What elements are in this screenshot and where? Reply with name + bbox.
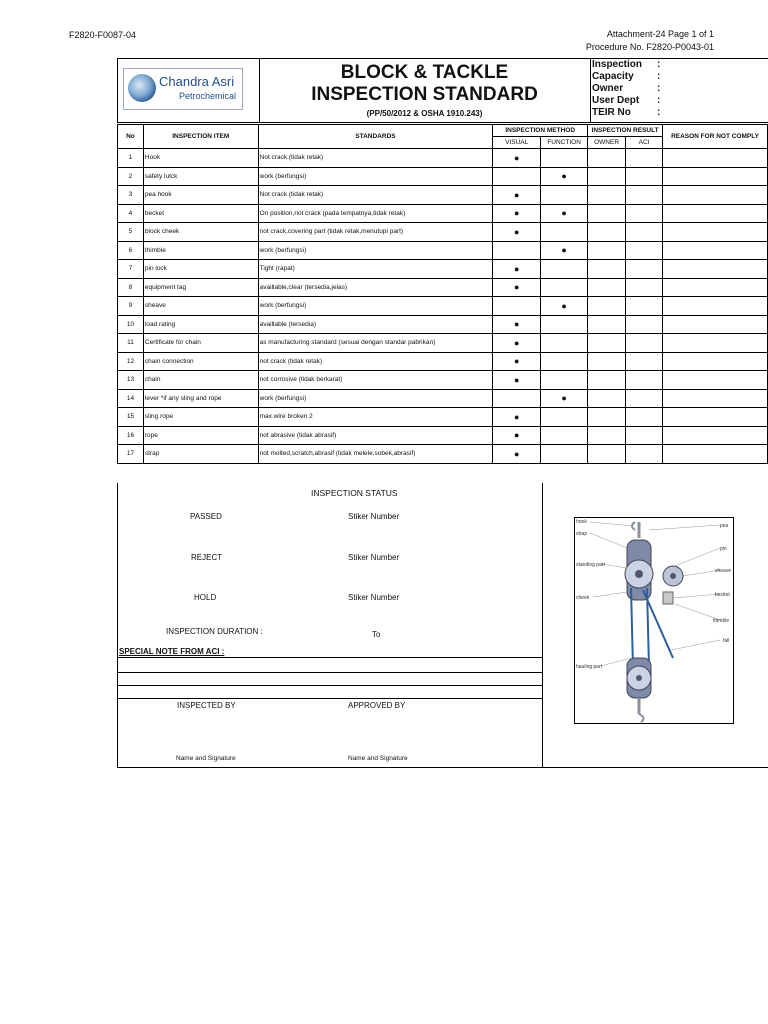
procedure-number: Procedure No. F2820-P0043-01 bbox=[585, 42, 714, 52]
owner-result-cell[interactable] bbox=[588, 408, 626, 427]
inspection-item: sheave bbox=[143, 297, 258, 316]
visual-method-cell bbox=[493, 371, 541, 390]
function-method-cell bbox=[541, 241, 588, 260]
inspection-status-title: INSPECTION STATUS bbox=[311, 488, 398, 498]
document-id: F2820-F0087-04 bbox=[69, 30, 137, 40]
owner-result-cell[interactable] bbox=[588, 186, 626, 205]
label-pea: pea bbox=[720, 523, 729, 529]
check-dot-icon: ● bbox=[513, 282, 520, 293]
check-dot-icon: ● bbox=[561, 300, 567, 311]
label-sheave: sheave bbox=[715, 568, 732, 574]
table-row bbox=[118, 371, 768, 390]
status-reject[interactable]: REJECT bbox=[191, 553, 223, 562]
inspection-item: pin lock bbox=[143, 260, 258, 279]
label-strap: strap bbox=[576, 531, 588, 537]
info-label: Owner bbox=[592, 83, 624, 94]
inspector-signature[interactable]: Name and Signature bbox=[176, 755, 236, 762]
standard-text: work (berfungsi) bbox=[258, 389, 493, 408]
label-cheek: cheek bbox=[576, 595, 590, 601]
function-method-cell bbox=[541, 278, 588, 297]
check-dot-icon: ● bbox=[513, 226, 520, 237]
note-line-1 bbox=[118, 657, 542, 658]
special-note-label: SPECIAL NOTE FROM ACI : bbox=[119, 647, 225, 656]
row-number: 13 bbox=[118, 371, 144, 390]
visual-method-cell bbox=[493, 315, 541, 334]
visual-method-cell bbox=[493, 445, 541, 464]
check-dot-icon: ● bbox=[561, 393, 567, 404]
label-pin: pin bbox=[720, 546, 727, 552]
header-no: No bbox=[118, 125, 144, 149]
form-header bbox=[117, 58, 768, 123]
check-dot-icon: ● bbox=[513, 430, 520, 441]
table-row bbox=[118, 223, 768, 242]
row-number: 5 bbox=[118, 223, 144, 242]
info-colon: : bbox=[657, 83, 661, 94]
inspection-item: strap bbox=[143, 445, 258, 464]
owner-result-cell[interactable] bbox=[588, 223, 626, 242]
owner-result-cell[interactable] bbox=[588, 204, 626, 223]
table-row bbox=[118, 260, 768, 279]
owner-result-cell[interactable] bbox=[588, 315, 626, 334]
standard-text: availlable (tersedia) bbox=[258, 315, 493, 334]
aci-result-cell[interactable] bbox=[626, 315, 663, 334]
inspection-item: pea hook bbox=[143, 186, 258, 205]
check-dot-icon: ● bbox=[513, 411, 520, 422]
inspection-item: lever *if any sling and rope bbox=[143, 389, 258, 408]
inspection-table bbox=[117, 124, 768, 464]
reason-cell[interactable] bbox=[663, 389, 768, 408]
visual-method-cell bbox=[493, 223, 541, 242]
reason-cell[interactable] bbox=[663, 371, 768, 390]
function-method-cell bbox=[541, 352, 588, 371]
aci-result-cell[interactable] bbox=[626, 371, 663, 390]
reason-cell[interactable] bbox=[663, 334, 768, 353]
table-row bbox=[118, 426, 768, 445]
table-row bbox=[118, 352, 768, 371]
info-teir-no[interactable] bbox=[591, 107, 768, 119]
standard-text: availlable,clear (tersedia,jelas) bbox=[258, 278, 493, 297]
standard-text: as manufacturing standard (sesuai dengan standar pabrikan) bbox=[258, 334, 493, 353]
info-owner[interactable] bbox=[591, 83, 768, 95]
visual-method-cell bbox=[493, 241, 541, 260]
owner-result-cell[interactable] bbox=[588, 260, 626, 279]
row-number: 4 bbox=[118, 204, 144, 223]
owner-result-cell[interactable] bbox=[588, 334, 626, 353]
inspection-item: Certificate for chain bbox=[143, 334, 258, 353]
visual-method-cell bbox=[493, 389, 541, 408]
info-cell bbox=[591, 59, 768, 122]
function-method-cell bbox=[541, 371, 588, 390]
company-logo bbox=[123, 68, 243, 110]
row-number: 9 bbox=[118, 297, 144, 316]
stiker-number-reject[interactable]: Stiker Number bbox=[348, 553, 400, 562]
inspection-item: block cheek bbox=[143, 223, 258, 242]
visual-method-cell bbox=[493, 334, 541, 353]
row-number: 7 bbox=[118, 260, 144, 279]
inspection-item: chain bbox=[143, 371, 258, 390]
reason-cell[interactable] bbox=[663, 352, 768, 371]
stiker-number-passed[interactable]: Stiker Number bbox=[348, 512, 400, 521]
function-method-cell bbox=[541, 167, 588, 186]
standard-text: work (berfungsi) bbox=[258, 167, 493, 186]
aci-result-cell[interactable] bbox=[626, 334, 663, 353]
visual-method-cell bbox=[493, 204, 541, 223]
aci-result-cell[interactable] bbox=[626, 445, 663, 464]
inspection-item: Hook bbox=[143, 149, 258, 168]
aci-result-cell[interactable] bbox=[626, 223, 663, 242]
block-tackle-illustration bbox=[575, 518, 733, 723]
standard-text: not crack (tidak retak) bbox=[258, 352, 493, 371]
function-method-cell bbox=[541, 223, 588, 242]
table-row bbox=[118, 445, 768, 464]
row-number: 15 bbox=[118, 408, 144, 427]
owner-result-cell[interactable] bbox=[588, 389, 626, 408]
header-owner: OWNER bbox=[588, 137, 626, 149]
check-dot-icon: ● bbox=[561, 171, 567, 182]
inspection-item: rope bbox=[143, 426, 258, 445]
table-row bbox=[118, 408, 768, 427]
standard-text: not corrosive (tidak berkarat) bbox=[258, 371, 493, 390]
table-row bbox=[118, 278, 768, 297]
function-method-cell bbox=[541, 334, 588, 353]
table-row bbox=[118, 334, 768, 353]
label-standing-part: standing part bbox=[576, 562, 605, 568]
standard-text: not abrasive (tidak abrasif) bbox=[258, 426, 493, 445]
table-row bbox=[118, 389, 768, 408]
header-reason: REASON FOR NOT COMPLY bbox=[663, 125, 768, 149]
header-method: INSPECTION METHOD bbox=[493, 125, 588, 137]
owner-result-cell[interactable] bbox=[588, 352, 626, 371]
check-dot-icon: ● bbox=[513, 448, 520, 459]
row-number: 2 bbox=[118, 167, 144, 186]
approver-signature[interactable]: Name and Signature bbox=[348, 755, 408, 762]
visual-method-cell bbox=[493, 167, 541, 186]
aci-result-cell[interactable] bbox=[626, 426, 663, 445]
row-number: 16 bbox=[118, 426, 144, 445]
visual-method-cell bbox=[493, 278, 541, 297]
inspected-by-label: INSPECTED BY bbox=[177, 701, 236, 710]
info-colon: : bbox=[657, 59, 661, 70]
function-method-cell bbox=[541, 426, 588, 445]
check-dot-icon: ● bbox=[513, 337, 520, 348]
standard-text: not crack,covering part (tidak retak,menutupi part) bbox=[258, 223, 493, 242]
status-hold[interactable]: HOLD bbox=[194, 593, 217, 602]
function-method-cell bbox=[541, 204, 588, 223]
function-method-cell bbox=[541, 260, 588, 279]
reason-cell[interactable] bbox=[663, 297, 768, 316]
table-row bbox=[118, 241, 768, 260]
table-row bbox=[118, 186, 768, 205]
owner-result-cell[interactable] bbox=[588, 426, 626, 445]
owner-result-cell[interactable] bbox=[588, 278, 626, 297]
owner-result-cell[interactable] bbox=[588, 167, 626, 186]
owner-result-cell[interactable] bbox=[588, 149, 626, 168]
standard-text: Not crack (tidak retak) bbox=[258, 186, 493, 205]
reason-cell[interactable] bbox=[663, 204, 768, 223]
inspection-item: load rating bbox=[143, 315, 258, 334]
info-inspection[interactable] bbox=[591, 59, 768, 71]
bottom-section bbox=[117, 483, 768, 768]
function-method-cell bbox=[541, 186, 588, 205]
info-colon: : bbox=[657, 71, 661, 82]
attachment-info bbox=[586, 28, 714, 54]
reason-cell[interactable] bbox=[663, 167, 768, 186]
visual-method-cell bbox=[493, 149, 541, 168]
reason-cell[interactable] bbox=[663, 408, 768, 427]
check-dot-icon: ● bbox=[513, 319, 520, 330]
check-dot-icon: ● bbox=[513, 208, 520, 219]
check-dot-icon: ● bbox=[513, 356, 520, 367]
inspection-item: sling rope bbox=[143, 408, 258, 427]
aci-result-cell[interactable] bbox=[626, 241, 663, 260]
table-row bbox=[118, 167, 768, 186]
block-tackle-diagram bbox=[574, 517, 734, 724]
reason-cell[interactable] bbox=[663, 426, 768, 445]
aci-result-cell[interactable] bbox=[626, 408, 663, 427]
header-aci: ACI bbox=[626, 137, 663, 149]
row-number: 11 bbox=[118, 334, 144, 353]
owner-result-cell[interactable] bbox=[588, 445, 626, 464]
form-title-line1: BLOCK & TACKLE bbox=[340, 62, 509, 83]
aci-result-cell[interactable] bbox=[626, 278, 663, 297]
info-user-dept[interactable] bbox=[591, 95, 768, 107]
inspection-item: chain connection bbox=[143, 352, 258, 371]
inspection-item: safety lutck bbox=[143, 167, 258, 186]
status-passed[interactable]: PASSED bbox=[190, 512, 222, 521]
stiker-number-hold[interactable]: Stiker Number bbox=[348, 593, 400, 602]
check-dot-icon: ● bbox=[513, 263, 520, 274]
check-dot-icon: ● bbox=[513, 374, 520, 385]
standard-text: not molted,scratch,abrasif (tidak melele,sobek,abrasif) bbox=[258, 445, 493, 464]
inspection-item: equipment tag bbox=[143, 278, 258, 297]
info-label: TEIR No bbox=[592, 107, 631, 118]
info-label: User Dept bbox=[592, 95, 640, 106]
info-capacity[interactable] bbox=[591, 71, 768, 83]
aci-result-cell[interactable] bbox=[626, 186, 663, 205]
divider bbox=[542, 483, 543, 768]
header-result: INSPECTION RESULT bbox=[588, 125, 663, 137]
note-line-2 bbox=[118, 672, 542, 673]
standard-text: max.wire broken 2 bbox=[258, 408, 493, 427]
info-colon: : bbox=[657, 95, 661, 106]
aci-result-cell[interactable] bbox=[626, 204, 663, 223]
logo-cell bbox=[118, 59, 260, 122]
owner-result-cell[interactable] bbox=[588, 371, 626, 390]
standard-text: work (berfungsi) bbox=[258, 297, 493, 316]
row-number: 1 bbox=[118, 149, 144, 168]
inspection-item: becket bbox=[143, 204, 258, 223]
table-row bbox=[118, 297, 768, 316]
header-function: FUNCTION bbox=[541, 137, 588, 149]
standard-text: On position,not crack (pada tempatnya,tidak retak) bbox=[258, 204, 493, 223]
header-item: INSPECTION ITEM bbox=[143, 125, 258, 149]
label-hauling-part: hauling part bbox=[576, 664, 603, 670]
function-method-cell bbox=[541, 389, 588, 408]
row-number: 17 bbox=[118, 445, 144, 464]
check-dot-icon: ● bbox=[561, 208, 567, 219]
aci-result-cell[interactable] bbox=[626, 260, 663, 279]
logo-mark-icon bbox=[128, 74, 156, 102]
aci-result-cell[interactable] bbox=[626, 389, 663, 408]
table-body bbox=[118, 149, 768, 464]
approved-by-label: APPROVED BY bbox=[348, 701, 406, 710]
check-dot-icon: ● bbox=[513, 189, 520, 200]
visual-method-cell bbox=[493, 426, 541, 445]
inspection-duration[interactable]: INSPECTION DURATION : bbox=[166, 627, 263, 636]
check-dot-icon: ● bbox=[561, 245, 567, 256]
reason-cell[interactable] bbox=[663, 241, 768, 260]
owner-result-cell[interactable] bbox=[588, 297, 626, 316]
info-label: Capacity bbox=[592, 71, 634, 82]
function-method-cell bbox=[541, 445, 588, 464]
logo-name: Chandra Asri bbox=[159, 74, 235, 89]
form-reference: (PP/50/2012 & OSHA 1910.243) bbox=[366, 109, 483, 118]
standard-text: work (berfungsi) bbox=[258, 241, 493, 260]
aci-result-cell[interactable] bbox=[626, 149, 663, 168]
visual-method-cell bbox=[493, 186, 541, 205]
info-colon: : bbox=[657, 107, 661, 118]
reason-cell[interactable] bbox=[663, 149, 768, 168]
aci-result-cell[interactable] bbox=[626, 352, 663, 371]
header-visual: VISUAL bbox=[493, 137, 541, 149]
reason-cell[interactable] bbox=[663, 445, 768, 464]
aci-result-cell[interactable] bbox=[626, 297, 663, 316]
label-thimble: thimble bbox=[713, 618, 730, 624]
function-method-cell bbox=[541, 315, 588, 334]
row-number: 3 bbox=[118, 186, 144, 205]
function-method-cell bbox=[541, 149, 588, 168]
form-title-line2: INSPECTION STANDARD bbox=[311, 84, 538, 105]
visual-method-cell bbox=[493, 408, 541, 427]
aci-result-cell[interactable] bbox=[626, 167, 663, 186]
label-becket: becket bbox=[715, 592, 730, 598]
table-row bbox=[118, 149, 768, 168]
check-dot-icon: ● bbox=[513, 152, 520, 163]
reason-cell[interactable] bbox=[663, 260, 768, 279]
header-standards: STANDARDS bbox=[258, 125, 493, 149]
logo-subtitle: Petrochemical bbox=[179, 91, 237, 101]
title-cell bbox=[259, 59, 591, 122]
row-number: 14 bbox=[118, 389, 144, 408]
visual-method-cell bbox=[493, 260, 541, 279]
standard-text: Tight (rapat) bbox=[258, 260, 493, 279]
visual-method-cell bbox=[493, 297, 541, 316]
info-label: Inspection bbox=[592, 59, 643, 70]
label-fall: fall bbox=[723, 638, 730, 644]
note-line-3 bbox=[118, 685, 542, 686]
reason-cell[interactable] bbox=[663, 223, 768, 242]
owner-result-cell[interactable] bbox=[588, 241, 626, 260]
row-number: 10 bbox=[118, 315, 144, 334]
reason-cell[interactable] bbox=[663, 315, 768, 334]
row-number: 12 bbox=[118, 352, 144, 371]
table-row bbox=[118, 315, 768, 334]
table-row bbox=[118, 204, 768, 223]
standard-text: Not crack (tidak retak) bbox=[258, 149, 493, 168]
row-number: 6 bbox=[118, 241, 144, 260]
inspection-item: thimble bbox=[143, 241, 258, 260]
reason-cell[interactable] bbox=[663, 186, 768, 205]
note-line-4 bbox=[118, 698, 542, 699]
label-hook: hook bbox=[576, 519, 587, 525]
duration-to: To bbox=[372, 630, 381, 639]
row-number: 8 bbox=[118, 278, 144, 297]
function-method-cell bbox=[541, 408, 588, 427]
attachment-page: Attachment-24 Page 1 of 1 bbox=[606, 29, 714, 39]
visual-method-cell bbox=[493, 352, 541, 371]
function-method-cell bbox=[541, 297, 588, 316]
reason-cell[interactable] bbox=[663, 278, 768, 297]
